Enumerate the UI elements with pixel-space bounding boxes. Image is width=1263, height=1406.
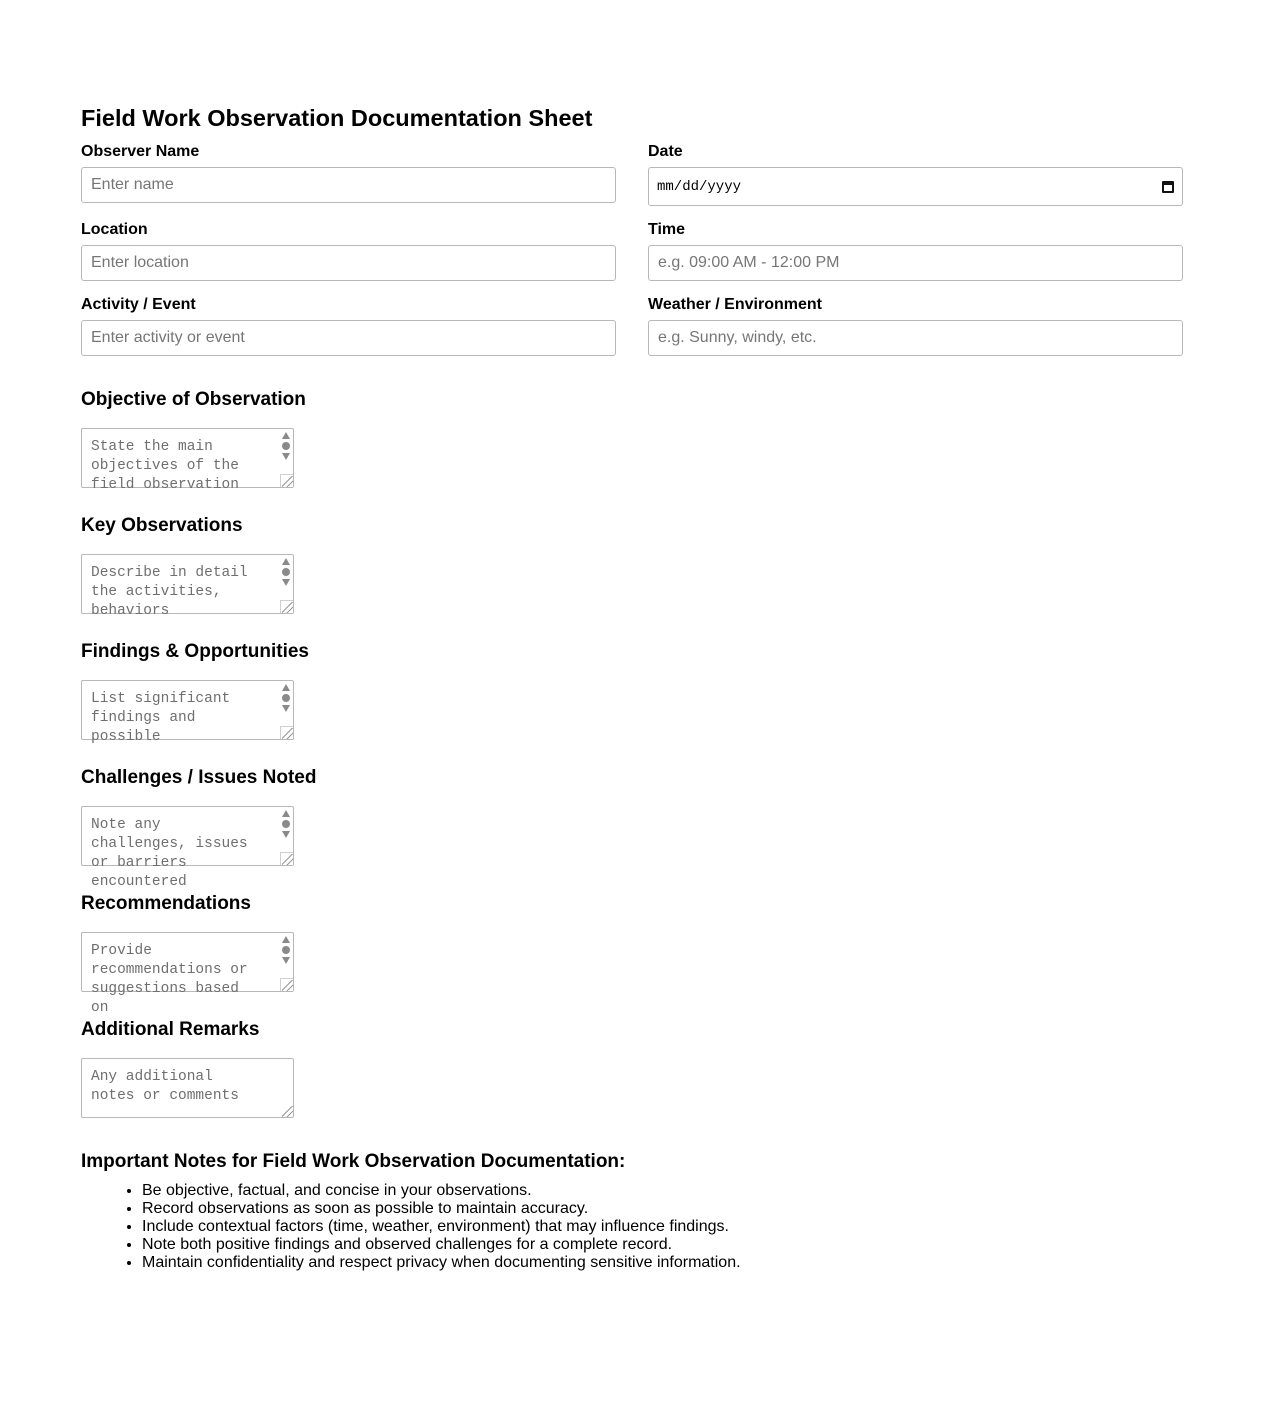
- scroll-thumb[interactable]: [282, 694, 290, 702]
- scroll-thumb[interactable]: [282, 946, 290, 954]
- scroll-down-icon[interactable]: [282, 831, 290, 838]
- scroll-thumb[interactable]: [282, 568, 290, 576]
- note-item: • Note both positive findings and observed challenges for a complete record.: [142, 1236, 1182, 1254]
- observation-form: [81, 103, 1182, 1272]
- scroll-up-icon[interactable]: [282, 684, 290, 691]
- header-fields-grid: [81, 142, 1182, 356]
- textarea-placeholder[interactable]: Note any challenges, issues or barriers encountered: [81, 806, 294, 866]
- textarea-placeholder[interactable]: Describe in detail the activities, behaviors: [81, 554, 294, 614]
- time-input[interactable]: [648, 245, 1183, 281]
- section-heading: Recommendations: [81, 893, 251, 914]
- note-item: • Maintain confidentiality and respect privacy when documenting sensitive information.: [142, 1254, 1182, 1272]
- observer-name-label: Observer Name: [81, 143, 200, 160]
- activity-field-group: [81, 295, 616, 356]
- section-textarea[interactable]: [81, 932, 294, 1016]
- section-heading: Additional Remarks: [81, 1019, 260, 1040]
- note-item: • Record observations as soon as possible to maintain accuracy.: [142, 1200, 1182, 1218]
- important-notes: [81, 1150, 1182, 1272]
- scrollbar[interactable]: [281, 684, 291, 726]
- scroll-down-icon[interactable]: [282, 705, 290, 712]
- section-heading: Key Observations: [81, 515, 243, 536]
- scroll-thumb[interactable]: [282, 442, 290, 450]
- section-3: [81, 766, 1182, 890]
- section-2: [81, 640, 1182, 745]
- section-heading: Challenges / Issues Noted: [81, 767, 317, 788]
- section-5: [81, 1018, 1182, 1118]
- resize-grip-icon[interactable]: [282, 602, 293, 613]
- time-label: Time: [648, 221, 686, 238]
- resize-grip-icon[interactable]: [282, 1106, 293, 1117]
- location-input[interactable]: [81, 245, 616, 281]
- resize-grip-icon[interactable]: [282, 980, 293, 991]
- date-placeholder: mm/dd/yyyy: [657, 178, 742, 195]
- section-1: [81, 514, 1182, 619]
- scrollbar[interactable]: [281, 558, 291, 600]
- location-label: Location: [81, 221, 148, 238]
- scroll-up-icon[interactable]: [282, 936, 290, 943]
- textarea-placeholder[interactable]: Any additional notes or comments: [81, 1058, 294, 1118]
- scrollbar[interactable]: [281, 432, 291, 474]
- resize-grip-icon[interactable]: [282, 728, 293, 739]
- scroll-down-icon[interactable]: [282, 579, 290, 586]
- note-item: • Include contextual factors (time, weather, environment) that may influence findings.: [142, 1218, 1182, 1236]
- textarea-placeholder[interactable]: State the main objectives of the field observation: [81, 428, 294, 488]
- scroll-thumb[interactable]: [282, 820, 290, 828]
- note-item: • Be objective, factual, and concise in your observations.: [142, 1182, 1182, 1200]
- section-heading: Objective of Observation: [81, 389, 306, 410]
- date-input[interactable]: [648, 167, 1183, 206]
- section-heading: Findings & Opportunities: [81, 641, 309, 662]
- weather-label: Weather / Environment: [648, 296, 822, 313]
- sections-container: [81, 388, 1182, 1118]
- section-textarea[interactable]: [81, 680, 294, 745]
- time-field-group: [648, 220, 1183, 295]
- section-textarea[interactable]: [81, 554, 294, 619]
- scroll-down-icon[interactable]: [282, 957, 290, 964]
- page-title: Field Work Observation Documentation Sheet: [81, 105, 593, 131]
- activity-input[interactable]: [81, 320, 616, 356]
- observer-name-input[interactable]: [81, 167, 616, 203]
- notes-heading: Important Notes for Field Work Observation Documentation:: [81, 1151, 626, 1172]
- section-0: [81, 388, 1182, 493]
- calendar-icon[interactable]: [1162, 181, 1174, 193]
- date-label: Date: [648, 143, 683, 160]
- scrollbar[interactable]: [281, 810, 291, 852]
- weather-field-group: [648, 295, 1183, 356]
- section-textarea[interactable]: [81, 428, 294, 493]
- textarea-placeholder[interactable]: Provide recommendations or suggestions based on: [81, 932, 294, 992]
- location-field-group: [81, 220, 616, 295]
- section-4: [81, 892, 1182, 1016]
- section-textarea[interactable]: [81, 806, 294, 890]
- textarea-placeholder[interactable]: List significant findings and possible: [81, 680, 294, 740]
- observer-name-field-group: [81, 142, 616, 220]
- resize-grip-icon[interactable]: [282, 854, 293, 865]
- scroll-up-icon[interactable]: [282, 810, 290, 817]
- date-field-group: [648, 142, 1183, 220]
- scroll-up-icon[interactable]: [282, 558, 290, 565]
- scrollbar[interactable]: [281, 936, 291, 978]
- scroll-up-icon[interactable]: [282, 432, 290, 439]
- weather-input[interactable]: [648, 320, 1183, 356]
- resize-grip-icon[interactable]: [282, 476, 293, 487]
- notes-list: [81, 1182, 1182, 1272]
- activity-label: Activity / Event: [81, 296, 196, 313]
- scroll-down-icon[interactable]: [282, 453, 290, 460]
- section-textarea[interactable]: [81, 1058, 294, 1118]
